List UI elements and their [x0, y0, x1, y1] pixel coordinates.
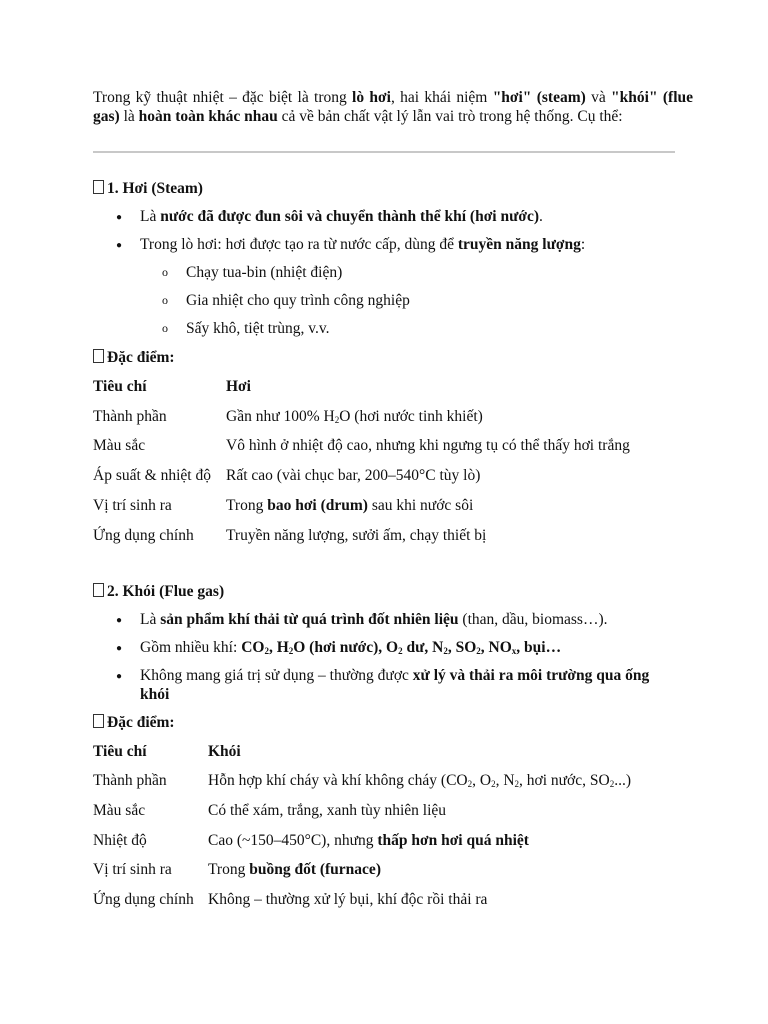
t2-header-criteria: Tiêu chí [93, 743, 147, 760]
t2-row-label: Nhiệt độ [93, 832, 147, 849]
t1-row-label: Ứng dụng chính [93, 527, 194, 544]
t2-row-label: Thành phần [93, 772, 167, 789]
t2-row-value: Không – thường xử lý bụi, khí độc rồi thải ra [208, 891, 488, 908]
t1-header-value: Hơi [226, 378, 251, 395]
section-2-title: 2. Khói (Flue gas) [107, 583, 225, 600]
s1-bullet-2: Trong lò hơi: hơi được tạo ra từ nước cấp, dùng để truyền năng lượng: [140, 236, 586, 253]
t2-row-value: Cao (~150–450°C), nhưng thấp hơn hơi quá nhiệt [208, 832, 529, 849]
t1-row-label: Áp suất & nhiệt độ [93, 467, 211, 484]
s1-sub-item: Chạy tua-bin (nhiệt điện) [186, 264, 343, 281]
missing-glyph-icon [93, 583, 104, 597]
intro-bold: lò hơi [352, 89, 391, 106]
missing-glyph-icon [93, 349, 104, 363]
t1-row-label: Màu sắc [93, 437, 146, 454]
s1-sub-item: Sấy khô, tiệt trùng, v.v. [186, 320, 330, 337]
s2-bullet-3: Không mang giá trị sử dụng – thường được xử lý và thải ra môi trường qua ống [140, 667, 650, 684]
t2-header-value: Khói [208, 743, 241, 760]
horizontal-divider [93, 151, 675, 153]
t2-row-label: Màu sắc [93, 802, 146, 819]
intro-text: , hai khái niệm [390, 89, 493, 106]
s2-bullet-1: Là sản phẩm khí thải từ quá trình đốt nhiên liệu (than, dầu, biomass…). [140, 611, 608, 628]
intro-bold: hoàn toàn khác nhau [138, 108, 278, 125]
bullet-icon: ● [116, 212, 123, 223]
t1-row-label: Vị trí sinh ra [93, 497, 172, 514]
missing-glyph-icon [93, 180, 104, 194]
intro-bold: "hơi" (steam) [492, 89, 586, 106]
s1-bullet-1: Là nước đã được đun sôi và chuyển thành thể khí (hơi nước). [140, 208, 543, 225]
bullet-icon: ● [116, 240, 123, 251]
t2-row-label: Ứng dụng chính [93, 891, 194, 908]
t2-row-value: Có thể xám, trắng, xanh tùy nhiên liệu [208, 802, 447, 819]
circle-bullet-icon: o [162, 265, 168, 279]
intro-text: Trong kỹ thuật nhiệt – đặc biệt là trong [93, 89, 353, 106]
t1-row-value: Gần như 100% $H_2O$ (hơi nước tinh khiết) [226, 408, 483, 425]
section-2-heading [93, 583, 224, 602]
intro-text: là [119, 108, 139, 125]
s1-features-heading: Đặc điểm: [93, 349, 175, 368]
section-1-title: 1. Hơi (Steam) [107, 180, 203, 197]
circle-bullet-icon: o [162, 293, 168, 307]
intro-text: cả về bản chất vật lý lẫn vai trò trong hệ thống. Cụ thể: [277, 108, 623, 125]
intro-text: và [585, 89, 612, 106]
t1-row-value: Vô hình ở nhiệt độ cao, nhưng khi ngưng tụ có thể thấy hơi trắng [226, 437, 630, 454]
s2-bullet-3-cont: khói [140, 686, 170, 703]
t1-row-value: Truyền năng lượng, sưởi ấm, chạy thiết bị [226, 527, 487, 544]
s2-features-heading: Đặc điểm: [93, 714, 175, 733]
s1-sub-item: Gia nhiệt cho quy trình công nghiệp [186, 292, 410, 309]
t1-row-value: Rất cao (vài chục bar, 200–540°C tùy lò) [226, 467, 481, 484]
intro-bold: "khói" (flue gas) [93, 89, 693, 125]
t2-row-value: Hỗn hợp khí cháy và khí không cháy ($CO_2$, $O_2$, $N_2$, hơi nước, $SO_2$...) [208, 772, 631, 789]
t1-row-value: Trong bao hơi (drum) sau khi nước sôi [226, 497, 474, 514]
t2-row-label: Vị trí sinh ra [93, 861, 172, 878]
s2-bullet-2: Gồm nhiều khí: $CO_2$, $H_2O$ (hơi nước), $O_2$ dư, $N_2$, $SO_2$, $NO_x$, bụi… [140, 639, 562, 656]
bullet-icon: ● [116, 643, 123, 654]
t1-row-label: Thành phần [93, 408, 167, 425]
section-1-heading [93, 180, 203, 199]
t2-row-value: Trong buồng đốt (furnace) [208, 861, 381, 878]
intro-paragraph [93, 88, 693, 126]
circle-bullet-icon: o [162, 321, 168, 335]
t1-header-criteria: Tiêu chí [93, 378, 147, 395]
bullet-icon: ● [116, 671, 123, 682]
missing-glyph-icon [93, 714, 104, 728]
bullet-icon: ● [116, 615, 123, 626]
